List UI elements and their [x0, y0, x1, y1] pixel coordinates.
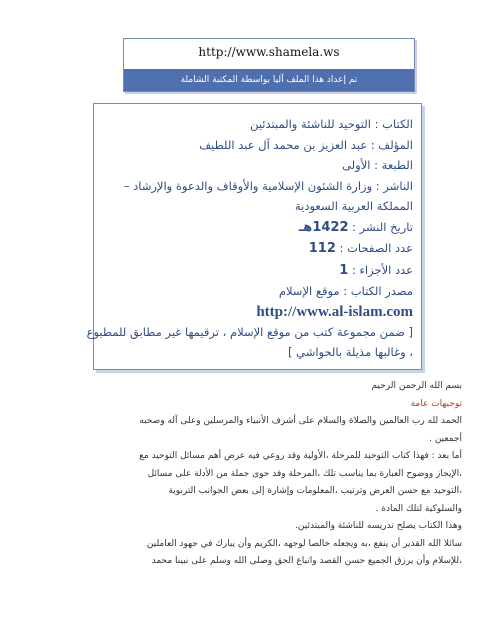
book-note-line-1: [ ضمن مجموعة كتب من موقع الإسلام ، ترقيمها غير مطابق للمطبوع [86, 324, 413, 339]
pub-date-value: 1422هـ [298, 219, 349, 235]
pages-value: 112 [308, 241, 336, 256]
source-url-link[interactable]: http://www.al-islam.com [256, 303, 413, 320]
body-line: أما بعد : فهذا كتاب التوحيد للمرحلة ،الأولية وقد روعي فيه عرض أهم مسائل التوحيد مع [139, 451, 462, 461]
body-line: والسلوكية لتلك المادة . [375, 503, 462, 514]
body-line: ،للإسلام وأن يرزق الجميع حسن القصد واتباع الحق وصلى الله وسلم على نبينا محمد [151, 556, 462, 566]
body-line: وهذا الكتاب يصلح تدريسه للناشئة والمبتدئين. [295, 521, 462, 531]
header-box [123, 38, 415, 92]
body-line: أجمعين . [429, 433, 462, 444]
book-publisher-line-1: الناشر : وزارة الشئون الإسلامية والأوقاف والدعوة والإرشاد – [123, 178, 413, 193]
book-publisher-line-2: المملكة العربية السعودية [295, 199, 413, 213]
body-line: ،الإيجاز ووضوح العبارة بما يناسب تلك ،المرحلة وقد حوى جملة من الأدلة على مسائل [147, 468, 462, 479]
pages-label: عدد الصفحات : [339, 241, 413, 255]
section-heading: توجيهات عامة [410, 398, 462, 409]
book-edition: الطبعة : الأولى [342, 158, 413, 172]
basmala: بسم الله الرحمن الرحيم [371, 381, 462, 391]
book-info-content [86, 114, 413, 361]
book-author: المؤلف : عبد العزيز بن محمد آل عبد اللطيف [199, 137, 413, 152]
header-banner: تم إعداد هذا الملف آليا بواسطة المكتبة الشاملة [124, 69, 414, 91]
book-info-box [86, 103, 422, 370]
book-source: مصدر الكتاب : موقع الإسلام [278, 284, 413, 298]
body-line: سائلا الله القدير أن ينفع ،به ويجعله خالصا لوجهه ،الكريم وأن يبارك في جهود العاملين [146, 538, 462, 549]
book-parts [102, 260, 413, 282]
book-pub-date [102, 217, 413, 239]
book-pages [102, 238, 413, 260]
parts-value: 1 [339, 262, 349, 278]
pub-date-label: تاريخ النشر : [352, 219, 413, 234]
header-url[interactable]: http://www.shamela.ws [124, 39, 414, 65]
body-text [18, 378, 462, 571]
body-line: الحمد لله رب العالمين والصلاة والسلام على أشرف الأنبياء والمرسلين وعلى آله وصحبه [139, 416, 462, 426]
body-line: ،التوحيد مع حسن العرض وترتيب ،المعلومات وإشارة إلى بعض الجوانب التربوية [168, 486, 462, 496]
parts-label: عدد الأجزاء : [351, 262, 413, 277]
book-title: الكتاب : التوحيد للناشئة والمبتدئين [250, 117, 413, 131]
book-note-line-2: ، وغالبها مذيلة بالحواشي ] [287, 345, 413, 359]
